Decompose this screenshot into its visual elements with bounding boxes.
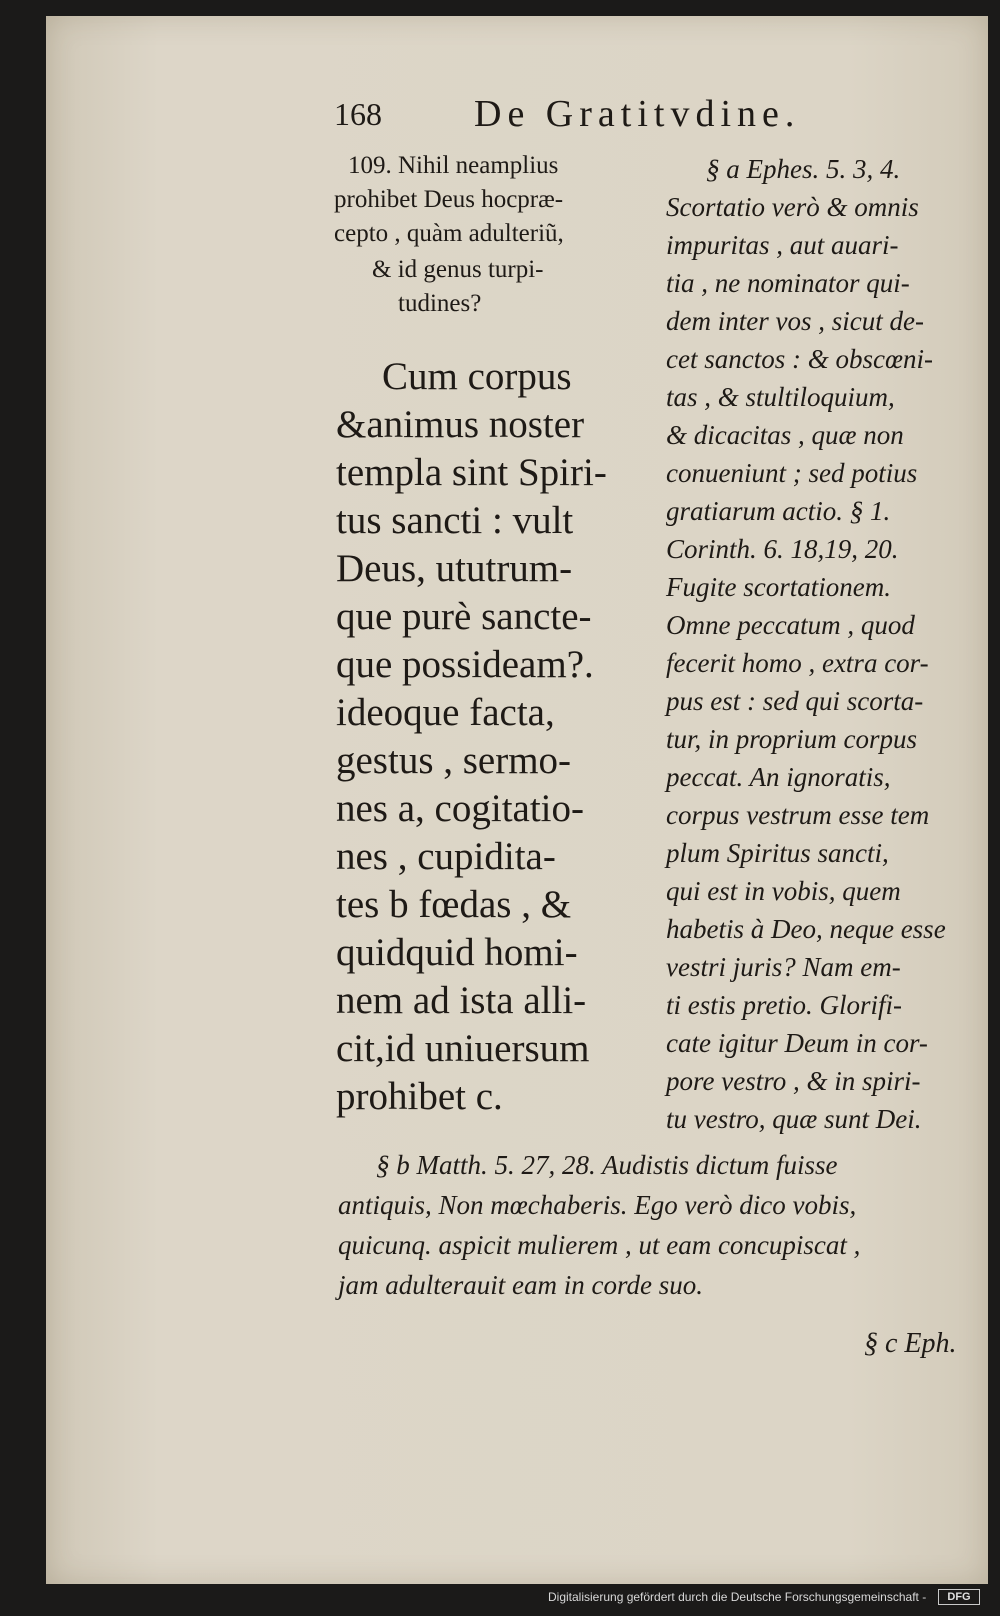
marginal-note-line: & dicacitas , quæ non: [666, 420, 904, 450]
marginal-note-line: vestri juris? Nam em-: [666, 952, 901, 982]
marginal-note-line: tu vestro, quæ sunt Dei.: [666, 1104, 922, 1134]
answer-line: que possideam?.: [336, 643, 594, 686]
answer-line: tus sancti : vult: [336, 499, 574, 542]
marginal-note-line: Omne peccatum , quod: [666, 610, 915, 640]
marginal-note-line: Scortatio verò & omnis: [666, 192, 919, 222]
marginal-note-line: impuritas , aut auari-: [666, 230, 899, 260]
marginal-note-line: Fugite scortationem.: [666, 572, 891, 602]
answer-line: tes b fœdas , &: [336, 883, 572, 926]
marginal-note-line: fecerit homo , extra cor-: [666, 648, 929, 678]
answer-line: cit,id uniuersum: [336, 1027, 590, 1070]
marginal-note-line: tas , & stultiloquium,: [666, 382, 895, 412]
bottom-note-line: jam adulterauit eam in corde suo.: [338, 1270, 703, 1300]
answer-line: Deus, ututrum-: [336, 547, 573, 590]
answer-line: nes , cupidita-: [336, 835, 556, 878]
answer-line: ideoque facta,: [336, 691, 555, 734]
question-line: 109. Nihil neamplius: [348, 152, 559, 179]
marginal-note-line: dem inter vos , sicut de-: [666, 306, 924, 336]
answer-line: prohibet c.: [336, 1075, 503, 1118]
bottom-note-line: quicunq. aspicit mulierem , ut eam concupiscat ,: [338, 1230, 861, 1260]
marginal-note-line: ti estis pretio. Glorifi-: [666, 990, 902, 1020]
bottom-note-line: antiquis, Non mœchaberis. Ego verò dico vobis,: [338, 1190, 857, 1220]
marginal-note-line: conueniunt ; sed potius: [666, 458, 918, 488]
catchword: § c Eph.: [864, 1328, 957, 1359]
answer-line: nes a, cogitatio-: [336, 787, 584, 830]
marginal-note-line: corpus vestrum esse tem: [666, 800, 930, 830]
marginal-note-line: tia , ne nominator qui-: [666, 268, 910, 298]
bottom-note-line: § b Matth. 5. 27, 28. Audistis dictum fuisse: [376, 1150, 838, 1180]
question-line: cepto , quàm adulteriũ,: [334, 220, 564, 247]
marginal-note-line: pore vestro , & in spiri-: [666, 1066, 921, 1096]
question-line: tudines?: [398, 290, 482, 317]
running-title: De Gratitvdine.: [474, 93, 801, 135]
answer-line: que purè sancte-: [336, 595, 592, 638]
marginal-note-line: tur, in proprium corpus: [666, 724, 918, 754]
marginal-note-line: cate igitur Deum in cor-: [666, 1028, 928, 1058]
marginal-note-line: qui est in vobis, quem: [666, 876, 901, 906]
marginal-note-line: cet sanctos : & obscœni-: [666, 344, 933, 374]
question-line: prohibet Deus hocpræ-: [334, 186, 564, 213]
answer-line: quidquid homi-: [336, 931, 578, 974]
answer-line: templa sint Spiri-: [336, 451, 607, 494]
marginal-note-line: Corinth. 6. 18,19, 20.: [666, 534, 899, 564]
answer-line: Cum corpus: [382, 355, 572, 398]
marginal-note-line: § a Ephes. 5. 3, 4.: [706, 154, 901, 184]
answer-line: nem ad ista alli-: [336, 979, 587, 1022]
marginal-note-line: gratiarum actio. § 1.: [666, 496, 891, 526]
answer-line: &animus noster: [336, 403, 585, 446]
book-page: [46, 16, 988, 1584]
answer-line: gestus , sermo-: [336, 739, 572, 782]
page-number: 168: [334, 96, 382, 132]
marginal-note-line: peccat. An ignoratis,: [666, 762, 891, 792]
question-line: & id genus turpi-: [372, 256, 544, 283]
dfg-logo: DFG: [938, 1589, 980, 1605]
marginal-note-line: plum Spiritus sancti,: [666, 838, 889, 868]
marginal-note-line: pus est : sed qui scorta-: [666, 686, 924, 716]
digitization-credit: Digitalisierung gefördert durch die Deutsche Forschungsgemeinschaft -: [548, 1590, 927, 1604]
marginal-note-line: habetis à Deo, neque esse: [666, 914, 946, 944]
